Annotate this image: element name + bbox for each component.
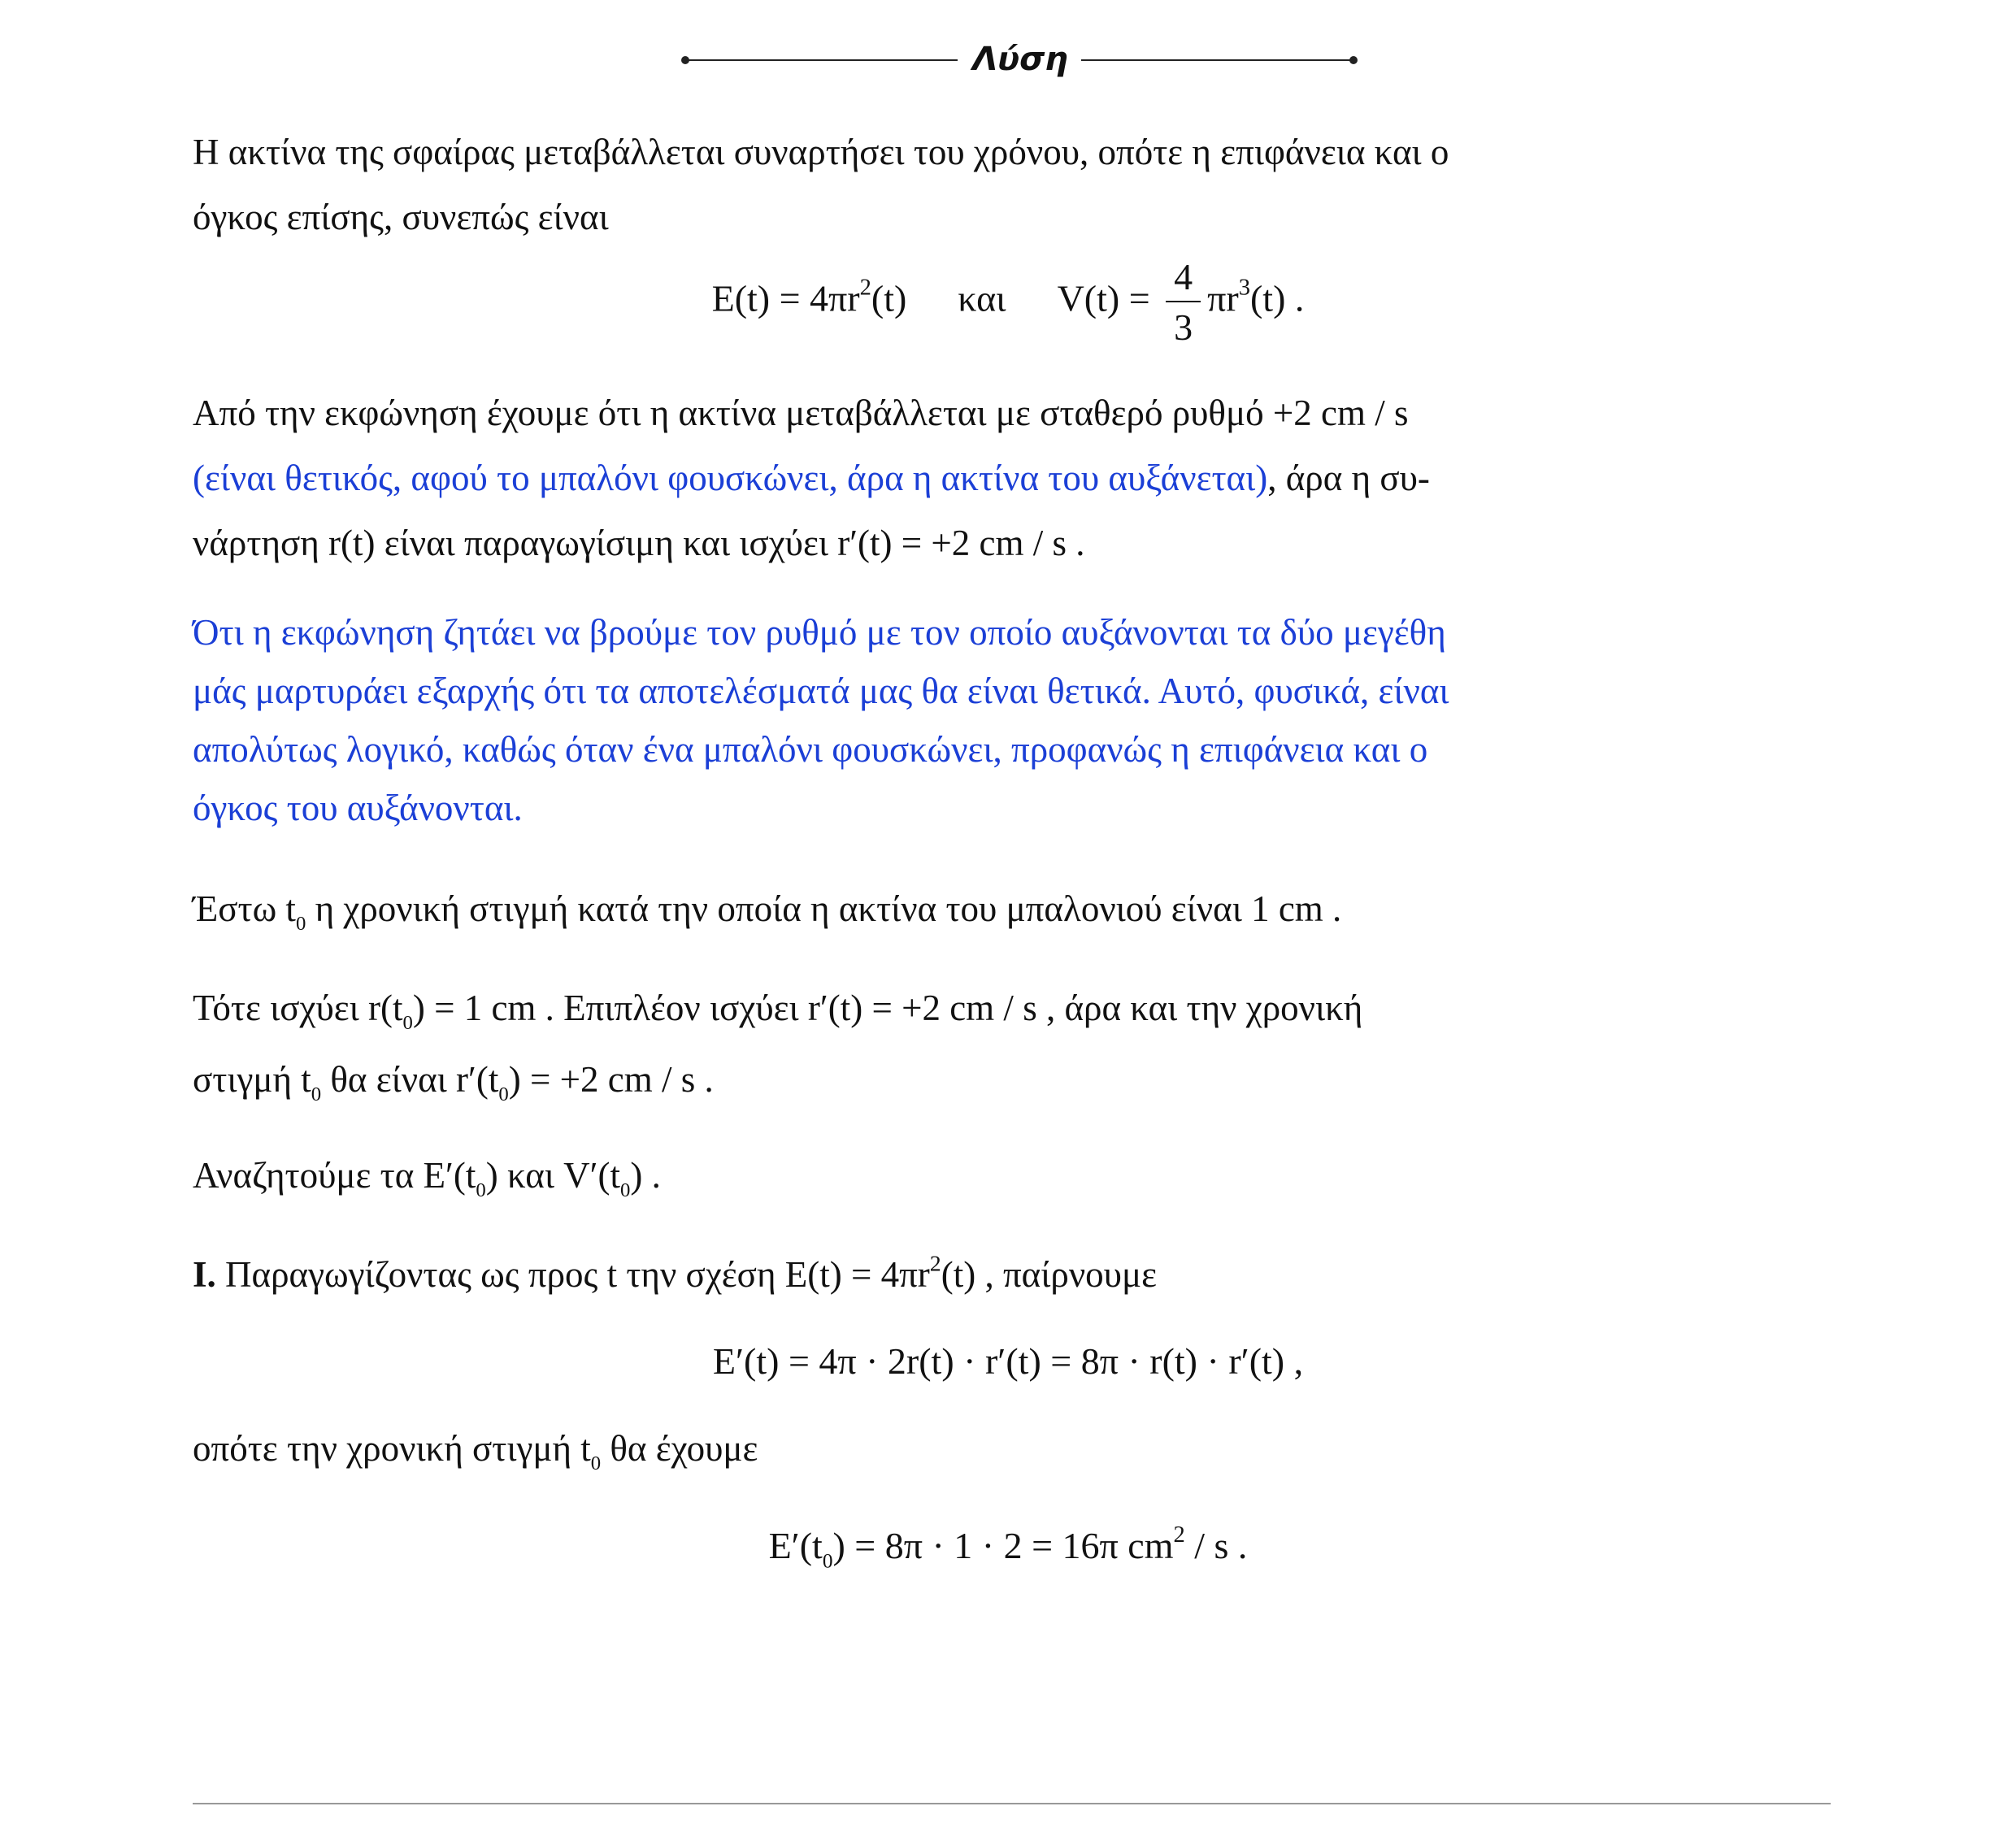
eq1-e-left: E(t) = 4πr	[711, 277, 860, 319]
equation-surface-rate-value	[0, 1513, 2016, 1578]
rate-line-3: νάρτηση r(t) είναι παραγωγίσιμη και ισχύει r′(t) = +2 cm / s .	[193, 523, 1085, 563]
seek-sub2: 0	[620, 1179, 631, 1202]
then-line-1	[193, 972, 1831, 1044]
part-one-exp: 2	[929, 1251, 941, 1277]
intro-line-1: Η ακτίνα της σφαίρας μεταβάλλεται συναρτήσει του χρόνου, οπότε η επιφάνεια και ο	[193, 132, 1449, 172]
eq2-text: E′(t) = 4π · 2r(t) · r′(t) = 8π · r(t) · r′(t) ,	[712, 1340, 1304, 1382]
seek-b: ) και V′(t	[485, 1155, 621, 1196]
remark-line-4: όγκος του αυξάνονται.	[193, 788, 523, 828]
let-t0-line	[193, 876, 1831, 941]
let-t0-post: η χρονική στιγμή κατά την οποία η ακτίνα του μπαλονιού είναι 1 cm .	[306, 888, 1342, 929]
eq1-frac-num: 4	[1166, 258, 1201, 302]
eq3-sub: 0	[822, 1549, 833, 1573]
footer-rule	[193, 1803, 1831, 1804]
then-e: ) = +2 cm / s .	[508, 1059, 714, 1100]
at-t0-b: θα έχουμε	[601, 1428, 758, 1469]
paragraph-then	[193, 972, 1831, 1115]
then-b: ) = 1 cm . Επιπλέον ισχύει r′(t) = +2 cm / s , άρα και την χρονική	[412, 988, 1363, 1028]
eq3-exp: 2	[1173, 1522, 1185, 1548]
let-t0-sub: 0	[295, 913, 306, 936]
at-t0-line	[193, 1416, 1831, 1481]
paragraph-rate	[193, 380, 1831, 575]
eq3-a: E′(t	[768, 1525, 823, 1566]
equation-derivative-surface	[0, 1329, 2016, 1394]
seek-sub1: 0	[476, 1179, 486, 1202]
paragraph-let-t0	[193, 876, 1831, 941]
seek-a: Αναζητούμε τα E′(t	[193, 1155, 476, 1196]
then-sub3: 0	[498, 1083, 509, 1106]
remark-line-2: μάς μαρτυράει εξαρχής ότι τα αποτελέσματά μας θα είναι θετικά. Αυτό, φυσικά, είναι	[193, 671, 1449, 711]
paragraph-blue-remark	[193, 603, 1831, 837]
then-a: Τότε ισχύει r(t	[193, 988, 403, 1028]
eq1-conj: και	[958, 277, 1006, 319]
solution-heading	[0, 31, 2016, 88]
at-t0-sub: 0	[590, 1452, 602, 1475]
eq1-v-left: V(t) =	[1057, 277, 1150, 319]
heading-left-line	[685, 59, 958, 61]
intro-line-2: όγκος επίσης, συνεπώς είναι	[193, 197, 609, 237]
let-t0-pre: Έστω t	[193, 888, 296, 929]
then-sub2: 0	[311, 1083, 322, 1106]
heading-right-line	[1081, 59, 1353, 61]
then-sub1: 0	[402, 1012, 413, 1035]
remark-line-3: απολύτως λογικό, καθώς όταν ένα μπαλόνι φουσκώνει, προφανώς η επιφάνεια και ο	[193, 729, 1428, 770]
paragraph-seek	[193, 1143, 1831, 1208]
eq3-c: / s .	[1184, 1525, 1248, 1566]
then-c: στιγμή t	[193, 1059, 311, 1100]
remark-line-1: Ότι η εκφώνηση ζητάει να βρούμε τον ρυθμό με τον οποίο αυξάνονται τα δύο μεγέθη	[193, 612, 1446, 653]
rate-line-2-rest: , άρα η συ-	[1267, 458, 1430, 498]
eq1-v-mid: πr	[1207, 277, 1239, 319]
eq1-fraction	[1166, 258, 1201, 346]
part-one-b: (t) , παίρνουμε	[941, 1254, 1157, 1295]
eq1-frac-den: 3	[1174, 306, 1193, 348]
seek-c: ) .	[630, 1155, 661, 1196]
eq1-e-exp: 2	[859, 275, 871, 301]
eq1-v-exp: 3	[1238, 275, 1250, 301]
rate-blue-note: (είναι θετικός, αφού το μπαλόνι φουσκώνει, άρα η ακτίνα του αυξάνεται)	[193, 458, 1268, 498]
eq1-v-right: (t) .	[1249, 277, 1305, 319]
seek-line	[193, 1143, 1831, 1208]
rate-line-1: Από την εκφώνηση έχουμε ότι η ακτίνα μεταβάλλεται με σταθερό ρυθμό +2 cm / s	[193, 393, 1409, 433]
paragraph-part-one	[193, 1242, 1831, 1307]
at-t0-a: οπότε την χρονική στιγμή t	[193, 1428, 591, 1469]
then-d: θα είναι r′(t	[321, 1059, 499, 1100]
paragraph-intro	[193, 119, 1831, 250]
eq3-b: ) = 8π · 1 · 2 = 16π cm	[832, 1525, 1174, 1566]
equation-surface-volume	[0, 258, 2016, 346]
part-one-a: Παραγωγίζοντας ως προς t την σχέση E(t) = 4πr	[215, 1254, 930, 1295]
heading-right-dot	[1349, 56, 1358, 64]
then-line-2	[193, 1044, 1831, 1115]
rate-line-2	[193, 445, 1831, 510]
part-one-label: I.	[193, 1254, 216, 1295]
paragraph-at-t0	[193, 1416, 1831, 1481]
heading-title: Λύση	[972, 41, 1068, 78]
eq1-e-right: (t)	[871, 277, 907, 319]
part-one-line	[193, 1242, 1831, 1307]
